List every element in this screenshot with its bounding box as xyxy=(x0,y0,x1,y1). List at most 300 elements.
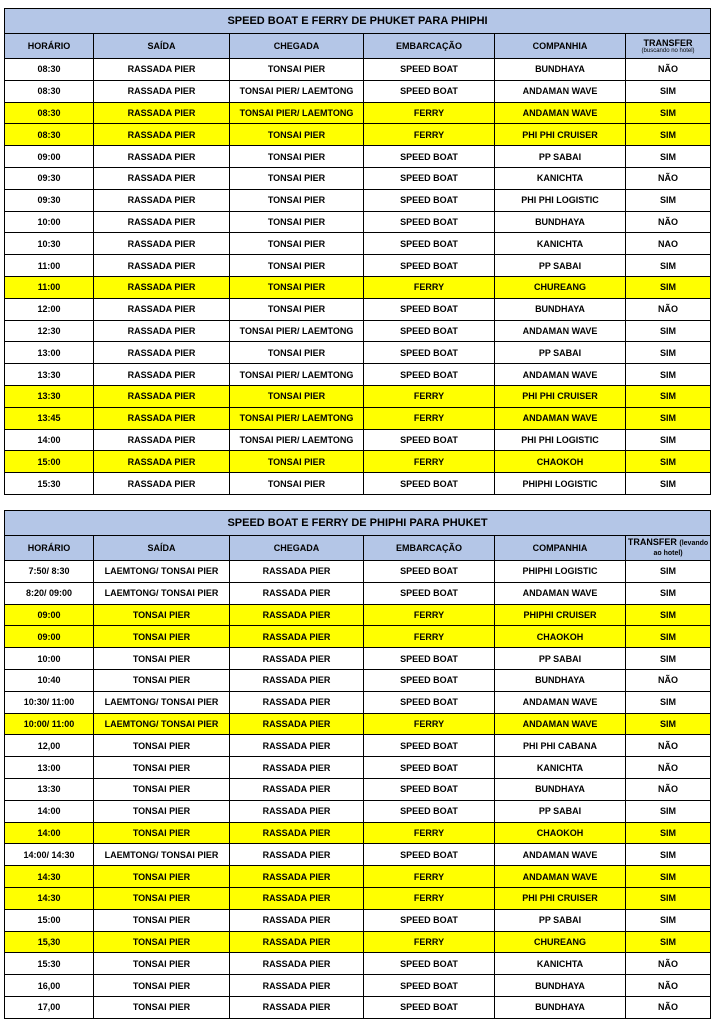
departure-cell: RASSADA PIER xyxy=(94,342,230,364)
time-cell: 14:00 xyxy=(5,429,94,451)
arrival-cell: RASSADA PIER xyxy=(230,669,364,691)
departure-cell: RASSADA PIER xyxy=(94,102,230,124)
company-cell: KANICHTA xyxy=(495,953,626,975)
departure-cell: TONSAI PIER xyxy=(94,866,230,888)
company-cell: ANDAMAN WAVE xyxy=(495,691,626,713)
table-row xyxy=(5,342,711,364)
table-title: SPEED BOAT E FERRY DE PHUKET PARA PHIPHI xyxy=(5,9,711,34)
vessel-cell: FERRY xyxy=(364,887,495,909)
departure-cell: TONSAI PIER xyxy=(94,909,230,931)
arrival-cell: TONSAI PIER/ LAEMTONG xyxy=(230,429,364,451)
arrival-cell: RASSADA PIER xyxy=(230,778,364,800)
company-cell: BUNDHAYA xyxy=(495,996,626,1018)
transfer-cell: SIM xyxy=(626,866,711,888)
company-cell: ANDAMAN WAVE xyxy=(495,582,626,604)
time-cell: 15,30 xyxy=(5,931,94,953)
transfer-cell: SIM xyxy=(626,648,711,670)
vessel-cell: FERRY xyxy=(364,451,495,473)
transfer-note: (levando ao hotel) xyxy=(653,540,709,557)
transfer-cell: SIM xyxy=(626,887,711,909)
table-row xyxy=(5,364,711,386)
company-cell: ANDAMAN WAVE xyxy=(495,407,626,429)
arrival-cell: TONSAI PIER xyxy=(230,124,364,146)
departure-cell: RASSADA PIER xyxy=(94,167,230,189)
transfer-cell: SIM xyxy=(626,102,711,124)
vessel-cell: FERRY xyxy=(364,102,495,124)
arrival-cell: TONSAI PIER xyxy=(230,233,364,255)
table-row xyxy=(5,648,711,670)
time-cell: 14:00 xyxy=(5,822,94,844)
time-cell: 13:30 xyxy=(5,364,94,386)
departure-cell: LAEMTONG/ TONSAI PIER xyxy=(94,691,230,713)
transfer-cell: SIM xyxy=(626,124,711,146)
arrival-cell: RASSADA PIER xyxy=(230,800,364,822)
table-row xyxy=(5,102,711,124)
transfer-cell: SIM xyxy=(626,385,711,407)
table-row xyxy=(5,713,711,735)
vessel-cell: SPEED BOAT xyxy=(364,996,495,1018)
transfer-cell: SIM xyxy=(626,800,711,822)
col-header-chegada: CHEGADA xyxy=(230,34,364,59)
arrival-cell: TONSAI PIER xyxy=(230,167,364,189)
transfer-cell: SIM xyxy=(626,844,711,866)
transfer-cell: NÃO xyxy=(626,953,711,975)
company-cell: KANICHTA xyxy=(495,233,626,255)
time-cell: 15:30 xyxy=(5,473,94,495)
col-header-companhia: COMPANHIA xyxy=(495,536,626,561)
arrival-cell: RASSADA PIER xyxy=(230,735,364,757)
table-row xyxy=(5,255,711,277)
time-cell: 14:00 xyxy=(5,800,94,822)
transfer-cell: SIM xyxy=(626,561,711,583)
departure-cell: TONSAI PIER xyxy=(94,604,230,626)
table-row xyxy=(5,473,711,495)
company-cell: ANDAMAN WAVE xyxy=(495,713,626,735)
table-row xyxy=(5,996,711,1018)
time-cell: 08:30 xyxy=(5,80,94,102)
table-row xyxy=(5,822,711,844)
departure-cell: RASSADA PIER xyxy=(94,364,230,386)
table-row xyxy=(5,211,711,233)
departure-cell: RASSADA PIER xyxy=(94,385,230,407)
time-cell: 10:30 xyxy=(5,233,94,255)
transfer-cell: SIM xyxy=(626,407,711,429)
vessel-cell: FERRY xyxy=(364,626,495,648)
departure-cell: LAEMTONG/ TONSAI PIER xyxy=(94,713,230,735)
arrival-cell: RASSADA PIER xyxy=(230,975,364,997)
transfer-cell: NÃO xyxy=(626,996,711,1018)
col-header-horario: HORÁRIO xyxy=(5,34,94,59)
time-cell: 09:00 xyxy=(5,626,94,648)
company-cell: ANDAMAN WAVE xyxy=(495,866,626,888)
company-cell: CHAOKOH xyxy=(495,451,626,473)
vessel-cell: SPEED BOAT xyxy=(364,342,495,364)
arrival-cell: TONSAI PIER xyxy=(230,189,364,211)
transfer-cell: SIM xyxy=(626,364,711,386)
vessel-cell: SPEED BOAT xyxy=(364,233,495,255)
arrival-cell: TONSAI PIER/ LAEMTONG xyxy=(230,364,364,386)
company-cell: BUNDHAYA xyxy=(495,669,626,691)
time-cell: 15:00 xyxy=(5,909,94,931)
transfer-cell: NÃO xyxy=(626,757,711,779)
company-cell: PHI PHI CRUISER xyxy=(495,887,626,909)
departure-cell: TONSAI PIER xyxy=(94,669,230,691)
table-row xyxy=(5,320,711,342)
time-cell: 14:30 xyxy=(5,866,94,888)
table-row xyxy=(5,59,711,81)
company-cell: PHI PHI CRUISER xyxy=(495,124,626,146)
time-cell: 14:00/ 14:30 xyxy=(5,844,94,866)
company-cell: ANDAMAN WAVE xyxy=(495,102,626,124)
arrival-cell: TONSAI PIER xyxy=(230,342,364,364)
table-title: SPEED BOAT E FERRY DE PHIPHI PARA PHUKET xyxy=(5,511,711,536)
table-row xyxy=(5,582,711,604)
company-cell: PHIPHI LOGISTIC xyxy=(495,473,626,495)
transfer-cell: NÃO xyxy=(626,59,711,81)
col-header-saida: SAÍDA xyxy=(94,536,230,561)
arrival-cell: TONSAI PIER/ LAEMTONG xyxy=(230,407,364,429)
company-cell: BUNDHAYA xyxy=(495,211,626,233)
transfer-cell: NÃO xyxy=(626,669,711,691)
arrival-cell: TONSAI PIER xyxy=(230,298,364,320)
arrival-cell: TONSAI PIER/ LAEMTONG xyxy=(230,102,364,124)
time-cell: 10:40 xyxy=(5,669,94,691)
transfer-cell: NÃO xyxy=(626,167,711,189)
departure-cell: RASSADA PIER xyxy=(94,255,230,277)
arrival-cell: TONSAI PIER xyxy=(230,146,364,168)
vessel-cell: FERRY xyxy=(364,931,495,953)
company-cell: BUNDHAYA xyxy=(495,298,626,320)
company-cell: ANDAMAN WAVE xyxy=(495,320,626,342)
col-header-saida: SAÍDA xyxy=(94,34,230,59)
arrival-cell: TONSAI PIER xyxy=(230,59,364,81)
time-cell: 15:00 xyxy=(5,451,94,473)
departure-cell: TONSAI PIER xyxy=(94,648,230,670)
vessel-cell: SPEED BOAT xyxy=(364,320,495,342)
vessel-cell: SPEED BOAT xyxy=(364,211,495,233)
arrival-cell: RASSADA PIER xyxy=(230,931,364,953)
table-row xyxy=(5,298,711,320)
vessel-cell: SPEED BOAT xyxy=(364,844,495,866)
departure-cell: TONSAI PIER xyxy=(94,735,230,757)
departure-cell: RASSADA PIER xyxy=(94,233,230,255)
arrival-cell: RASSADA PIER xyxy=(230,604,364,626)
transfer-label: TRANSFER xyxy=(627,537,677,547)
vessel-cell: SPEED BOAT xyxy=(364,648,495,670)
company-cell: CHAOKOH xyxy=(495,822,626,844)
col-header-embarcacao: EMBARCAÇÃO xyxy=(364,34,495,59)
departure-cell: TONSAI PIER xyxy=(94,975,230,997)
departure-cell: TONSAI PIER xyxy=(94,778,230,800)
departure-cell: TONSAI PIER xyxy=(94,931,230,953)
table-row xyxy=(5,80,711,102)
vessel-cell: FERRY xyxy=(364,604,495,626)
vessel-cell: SPEED BOAT xyxy=(364,59,495,81)
transfer-cell: SIM xyxy=(626,320,711,342)
vessel-cell: SPEED BOAT xyxy=(364,800,495,822)
arrival-cell: RASSADA PIER xyxy=(230,691,364,713)
transfer-cell: NÃO xyxy=(626,211,711,233)
arrival-cell: RASSADA PIER xyxy=(230,582,364,604)
table-row xyxy=(5,953,711,975)
time-cell: 13:30 xyxy=(5,778,94,800)
table-row xyxy=(5,866,711,888)
arrival-cell: RASSADA PIER xyxy=(230,757,364,779)
company-cell: CHAOKOH xyxy=(495,626,626,648)
table-row xyxy=(5,626,711,648)
vessel-cell: SPEED BOAT xyxy=(364,975,495,997)
arrival-cell: RASSADA PIER xyxy=(230,648,364,670)
table-row xyxy=(5,778,711,800)
vessel-cell: FERRY xyxy=(364,276,495,298)
time-cell: 09:00 xyxy=(5,146,94,168)
departure-cell: RASSADA PIER xyxy=(94,146,230,168)
transfer-cell: SIM xyxy=(626,713,711,735)
departure-cell: RASSADA PIER xyxy=(94,276,230,298)
transfer-cell: NÃO xyxy=(626,778,711,800)
time-cell: 11:00 xyxy=(5,276,94,298)
time-cell: 14:30 xyxy=(5,887,94,909)
table-row xyxy=(5,561,711,583)
vessel-cell: SPEED BOAT xyxy=(364,669,495,691)
vessel-cell: SPEED BOAT xyxy=(364,909,495,931)
table-row xyxy=(5,124,711,146)
transfer-cell: SIM xyxy=(626,255,711,277)
company-cell: KANICHTA xyxy=(495,167,626,189)
vessel-cell: SPEED BOAT xyxy=(364,473,495,495)
departure-cell: TONSAI PIER xyxy=(94,996,230,1018)
arrival-cell: TONSAI PIER/ LAEMTONG xyxy=(230,320,364,342)
departure-cell: LAEMTONG/ TONSAI PIER xyxy=(94,582,230,604)
arrival-cell: RASSADA PIER xyxy=(230,909,364,931)
time-cell: 16,00 xyxy=(5,975,94,997)
time-cell: 08:30 xyxy=(5,59,94,81)
vessel-cell: SPEED BOAT xyxy=(364,364,495,386)
arrival-cell: RASSADA PIER xyxy=(230,953,364,975)
departure-cell: TONSAI PIER xyxy=(94,953,230,975)
transfer-cell: SIM xyxy=(626,146,711,168)
arrival-cell: TONSAI PIER xyxy=(230,451,364,473)
vessel-cell: FERRY xyxy=(364,822,495,844)
table-row xyxy=(5,691,711,713)
departure-cell: RASSADA PIER xyxy=(94,473,230,495)
arrival-cell: TONSAI PIER xyxy=(230,276,364,298)
time-cell: 08:30 xyxy=(5,124,94,146)
arrival-cell: RASSADA PIER xyxy=(230,844,364,866)
table-row xyxy=(5,844,711,866)
time-cell: 13:00 xyxy=(5,342,94,364)
time-cell: 12:30 xyxy=(5,320,94,342)
arrival-cell: RASSADA PIER xyxy=(230,713,364,735)
table-row xyxy=(5,909,711,931)
company-cell: PP SABAI xyxy=(495,255,626,277)
transfer-cell: SIM xyxy=(626,342,711,364)
table-row xyxy=(5,735,711,757)
time-cell: 10:30/ 11:00 xyxy=(5,691,94,713)
company-cell: PHIPHI CRUISER xyxy=(495,604,626,626)
departure-cell: RASSADA PIER xyxy=(94,124,230,146)
time-cell: 10:00 xyxy=(5,211,94,233)
table-row xyxy=(5,276,711,298)
company-cell: KANICHTA xyxy=(495,757,626,779)
time-cell: 13:00 xyxy=(5,757,94,779)
col-header-companhia: COMPANHIA xyxy=(495,34,626,59)
table-row xyxy=(5,800,711,822)
table-row xyxy=(5,233,711,255)
company-cell: PP SABAI xyxy=(495,146,626,168)
company-cell: PHI PHI CABANA xyxy=(495,735,626,757)
company-cell: PHI PHI CRUISER xyxy=(495,385,626,407)
time-cell: 17,00 xyxy=(5,996,94,1018)
arrival-cell: RASSADA PIER xyxy=(230,626,364,648)
vessel-cell: SPEED BOAT xyxy=(364,561,495,583)
vessel-cell: SPEED BOAT xyxy=(364,691,495,713)
transfer-cell: SIM xyxy=(626,909,711,931)
vessel-cell: SPEED BOAT xyxy=(364,80,495,102)
departure-cell: RASSADA PIER xyxy=(94,407,230,429)
departure-cell: TONSAI PIER xyxy=(94,626,230,648)
time-cell: 10:00 xyxy=(5,648,94,670)
company-cell: PHI PHI LOGISTIC xyxy=(495,429,626,451)
arrival-cell: RASSADA PIER xyxy=(230,822,364,844)
col-header-horario: HORÁRIO xyxy=(5,536,94,561)
transfer-cell: SIM xyxy=(626,473,711,495)
table-row xyxy=(5,975,711,997)
time-cell: 09:00 xyxy=(5,604,94,626)
company-cell: PP SABAI xyxy=(495,800,626,822)
vessel-cell: SPEED BOAT xyxy=(364,167,495,189)
departure-cell: RASSADA PIER xyxy=(94,429,230,451)
transfer-cell: SIM xyxy=(626,691,711,713)
company-cell: PP SABAI xyxy=(495,909,626,931)
arrival-cell: RASSADA PIER xyxy=(230,887,364,909)
vessel-cell: SPEED BOAT xyxy=(364,582,495,604)
arrival-cell: TONSAI PIER xyxy=(230,255,364,277)
phuket-to-phiphi-table xyxy=(4,8,711,495)
table-row xyxy=(5,757,711,779)
time-cell: 12,00 xyxy=(5,735,94,757)
time-cell: 12:00 xyxy=(5,298,94,320)
time-cell: 10:00/ 11:00 xyxy=(5,713,94,735)
col-header-chegada: CHEGADA xyxy=(230,536,364,561)
table-row xyxy=(5,451,711,473)
company-cell: PHI PHI LOGISTIC xyxy=(495,189,626,211)
transfer-cell: SIM xyxy=(626,80,711,102)
departure-cell: RASSADA PIER xyxy=(94,59,230,81)
vessel-cell: SPEED BOAT xyxy=(364,757,495,779)
arrival-cell: TONSAI PIER xyxy=(230,385,364,407)
departure-cell: RASSADA PIER xyxy=(94,320,230,342)
vessel-cell: FERRY xyxy=(364,385,495,407)
company-cell: CHUREANG xyxy=(495,931,626,953)
departure-cell: TONSAI PIER xyxy=(94,887,230,909)
company-cell: ANDAMAN WAVE xyxy=(495,364,626,386)
vessel-cell: FERRY xyxy=(364,124,495,146)
departure-cell: TONSAI PIER xyxy=(94,757,230,779)
table-row xyxy=(5,146,711,168)
transfer-cell: SIM xyxy=(626,189,711,211)
departure-cell: LAEMTONG/ TONSAI PIER xyxy=(94,561,230,583)
table-row xyxy=(5,189,711,211)
company-cell: ANDAMAN WAVE xyxy=(495,844,626,866)
company-cell: BUNDHAYA xyxy=(495,59,626,81)
departure-cell: RASSADA PIER xyxy=(94,451,230,473)
transfer-label: TRANSFER xyxy=(643,37,693,48)
time-cell: 8:20/ 09:00 xyxy=(5,582,94,604)
time-cell: 11:00 xyxy=(5,255,94,277)
departure-cell: RASSADA PIER xyxy=(94,211,230,233)
time-cell: 09:30 xyxy=(5,167,94,189)
arrival-cell: TONSAI PIER/ LAEMTONG xyxy=(230,80,364,102)
vessel-cell: FERRY xyxy=(364,713,495,735)
company-cell: ANDAMAN WAVE xyxy=(495,80,626,102)
departure-cell: RASSADA PIER xyxy=(94,80,230,102)
time-cell: 7:50/ 8:30 xyxy=(5,561,94,583)
vessel-cell: FERRY xyxy=(364,407,495,429)
table-row xyxy=(5,167,711,189)
company-cell: CHUREANG xyxy=(495,276,626,298)
company-cell: PP SABAI xyxy=(495,342,626,364)
vessel-cell: SPEED BOAT xyxy=(364,735,495,757)
time-cell: 08:30 xyxy=(5,102,94,124)
company-cell: BUNDHAYA xyxy=(495,975,626,997)
transfer-cell: SIM xyxy=(626,822,711,844)
vessel-cell: SPEED BOAT xyxy=(364,189,495,211)
arrival-cell: RASSADA PIER xyxy=(230,996,364,1018)
departure-cell: RASSADA PIER xyxy=(94,298,230,320)
transfer-cell: SIM xyxy=(626,604,711,626)
arrival-cell: TONSAI PIER xyxy=(230,473,364,495)
arrival-cell: RASSADA PIER xyxy=(230,866,364,888)
vessel-cell: SPEED BOAT xyxy=(364,146,495,168)
vessel-cell: SPEED BOAT xyxy=(364,953,495,975)
table-row xyxy=(5,604,711,626)
company-cell: PHIPHI LOGISTIC xyxy=(495,561,626,583)
table-row xyxy=(5,669,711,691)
transfer-cell: SIM xyxy=(626,429,711,451)
arrival-cell: TONSAI PIER xyxy=(230,211,364,233)
col-header-embarcacao: EMBARCAÇÃO xyxy=(364,536,495,561)
transfer-cell: SIM xyxy=(626,582,711,604)
transfer-cell: NAO xyxy=(626,233,711,255)
vessel-cell: SPEED BOAT xyxy=(364,255,495,277)
transfer-cell: NÃO xyxy=(626,298,711,320)
departure-cell: LAEMTONG/ TONSAI PIER xyxy=(94,844,230,866)
transfer-cell: SIM xyxy=(626,931,711,953)
vessel-cell: SPEED BOAT xyxy=(364,778,495,800)
time-cell: 15:30 xyxy=(5,953,94,975)
table-row xyxy=(5,429,711,451)
table-row xyxy=(5,385,711,407)
table-row xyxy=(5,407,711,429)
time-cell: 13:30 xyxy=(5,385,94,407)
table-row xyxy=(5,887,711,909)
departure-cell: TONSAI PIER xyxy=(94,822,230,844)
departure-cell: RASSADA PIER xyxy=(94,189,230,211)
transfer-cell: SIM xyxy=(626,451,711,473)
company-cell: BUNDHAYA xyxy=(495,778,626,800)
time-cell: 09:30 xyxy=(5,189,94,211)
transfer-cell: NÃO xyxy=(626,975,711,997)
transfer-note: (buscando no hotel) xyxy=(641,47,695,54)
company-cell: PP SABAI xyxy=(495,648,626,670)
vessel-cell: FERRY xyxy=(364,866,495,888)
table-row xyxy=(5,931,711,953)
transfer-cell: SIM xyxy=(626,276,711,298)
vessel-cell: SPEED BOAT xyxy=(364,429,495,451)
transfer-cell: SIM xyxy=(626,626,711,648)
col-header-transfer xyxy=(626,536,711,561)
